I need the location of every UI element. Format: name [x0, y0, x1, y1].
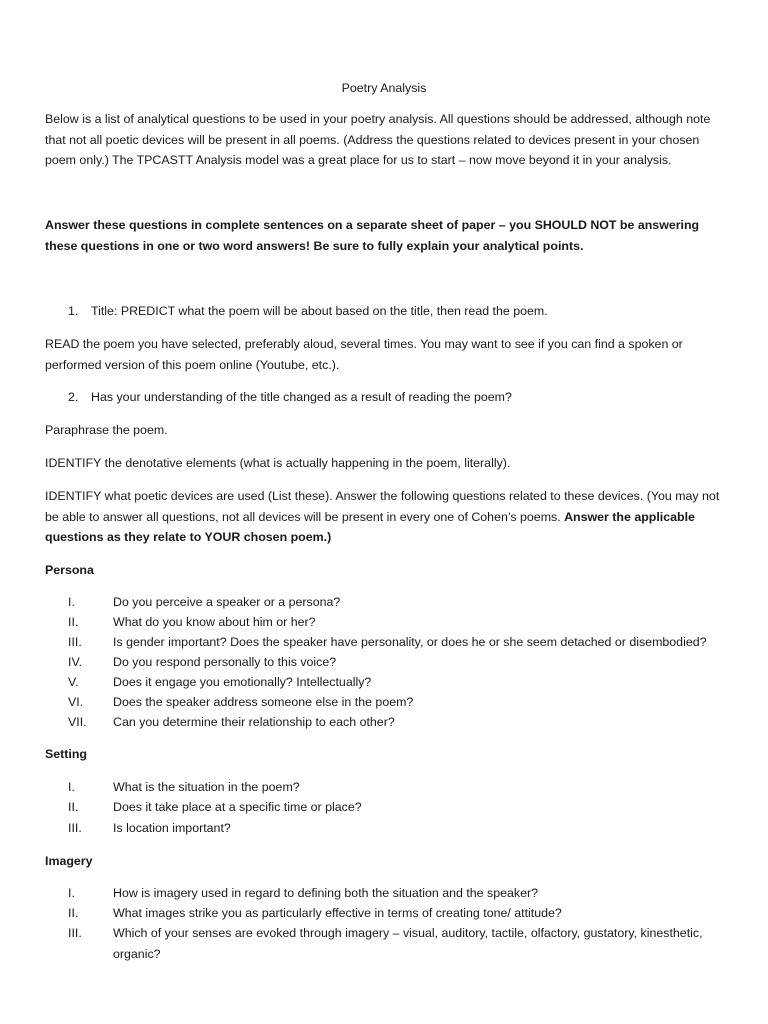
list-text: What images strike you as particularly effective in terms of creating tone/ attitude? — [113, 906, 562, 920]
list-item — [0, 672, 768, 692]
list-item — [0, 712, 768, 732]
list-number: I. — [68, 780, 75, 794]
list-number: VII. — [68, 715, 87, 729]
list-text: What do you know about him or her? — [113, 615, 316, 629]
page-title: Poetry Analysis — [341, 81, 427, 95]
question-number: 2. — [68, 390, 79, 404]
list-text: Which of your senses are evoked through imagery – visual, auditory, tactile, olfactory, gustatory, kinesthetic, organic? — [113, 926, 703, 961]
section-heading-setting: Setting — [45, 747, 87, 761]
list-text: Does the speaker address someone else in the poem? — [113, 695, 414, 709]
list-number: I. — [68, 886, 75, 900]
list-number: III. — [68, 635, 82, 649]
list-number: II. — [68, 615, 79, 629]
list-item — [0, 692, 768, 712]
list-text: Is gender important? Does the speaker have personality, or does he or she seem detached or disembodied? — [113, 635, 707, 649]
paraphrase-paragraph: Paraphrase the poem. — [45, 423, 168, 437]
list-number: VI. — [68, 695, 84, 709]
list-text: Is location important? — [113, 821, 231, 835]
list-number: I. — [68, 595, 75, 609]
section-heading-imagery: Imagery — [45, 854, 93, 868]
list-item — [0, 592, 768, 612]
list-text: Do you perceive a speaker or a persona? — [113, 595, 341, 609]
list-number: II. — [68, 906, 79, 920]
question-text: Has your understanding of the title changed as a result of reading the poem? — [91, 390, 512, 404]
list-item — [0, 632, 768, 652]
question-number: 1. — [68, 304, 79, 318]
list-item — [0, 777, 768, 797]
section-heading-persona: Persona — [45, 563, 94, 577]
list-text: Does it take place at a specific time or place? — [113, 800, 362, 814]
list-item — [0, 923, 768, 961]
list-text: Does it engage you emotionally? Intellectually? — [113, 675, 372, 689]
list-item — [0, 612, 768, 632]
list-text: What is the situation in the poem? — [113, 780, 300, 794]
list-number: III. — [68, 821, 82, 835]
list-number: IV. — [68, 655, 83, 669]
identify-devices-text: IDENTIFY what poetic devices are used (List these). Answer the following questions related to these devices. (You may not be able to answer all questions, not all devices will be present in every one of Cohen’s poems. — [45, 489, 720, 524]
list-text: How is imagery used in regard to defining both the situation and the speaker? — [113, 886, 538, 900]
question-text: Title: PREDICT what the poem will be about based on the title, then read the poem. — [91, 304, 548, 318]
list-item — [0, 652, 768, 672]
instruction-paragraph: Answer these questions in complete sentences on a separate sheet of paper – you SHOULD NOT be answering these questions in one or two word answers! Be sure to fully explain your analytical points. — [45, 218, 700, 253]
read-paragraph: READ the poem you have selected, preferably aloud, several times. You may want to see if you can find a spoken or performed version of this poem online (Youtube, etc.). — [45, 337, 683, 372]
list-item — [0, 818, 768, 838]
list-item — [0, 797, 768, 817]
list-item — [0, 883, 768, 903]
identify-devices-emphasis: Answer the applicable questions as they relate to YOUR chosen poem.) — [45, 509, 695, 544]
list-number: II. — [68, 800, 79, 814]
list-text: Do you respond personally to this voice? — [113, 655, 337, 669]
list-text: Can you determine their relationship to each other? — [113, 715, 395, 729]
list-number: V. — [68, 675, 79, 689]
list-item — [0, 903, 768, 923]
identify-denotative-paragraph: IDENTIFY the denotative elements (what is actually happening in the poem, literally). — [45, 456, 511, 470]
intro-paragraph: Below is a list of analytical questions to be used in your poetry analysis. All questions should be addressed, although note that not all poetic devices will be present in all poems. (Address the questions related to devices present in your chosen poem only.) The TPCASTT Analysis model was a great place for us to start – now move beyond it in your analysis. — [45, 112, 711, 167]
list-number: III. — [68, 926, 82, 940]
identify-devices-paragraph — [45, 486, 725, 548]
